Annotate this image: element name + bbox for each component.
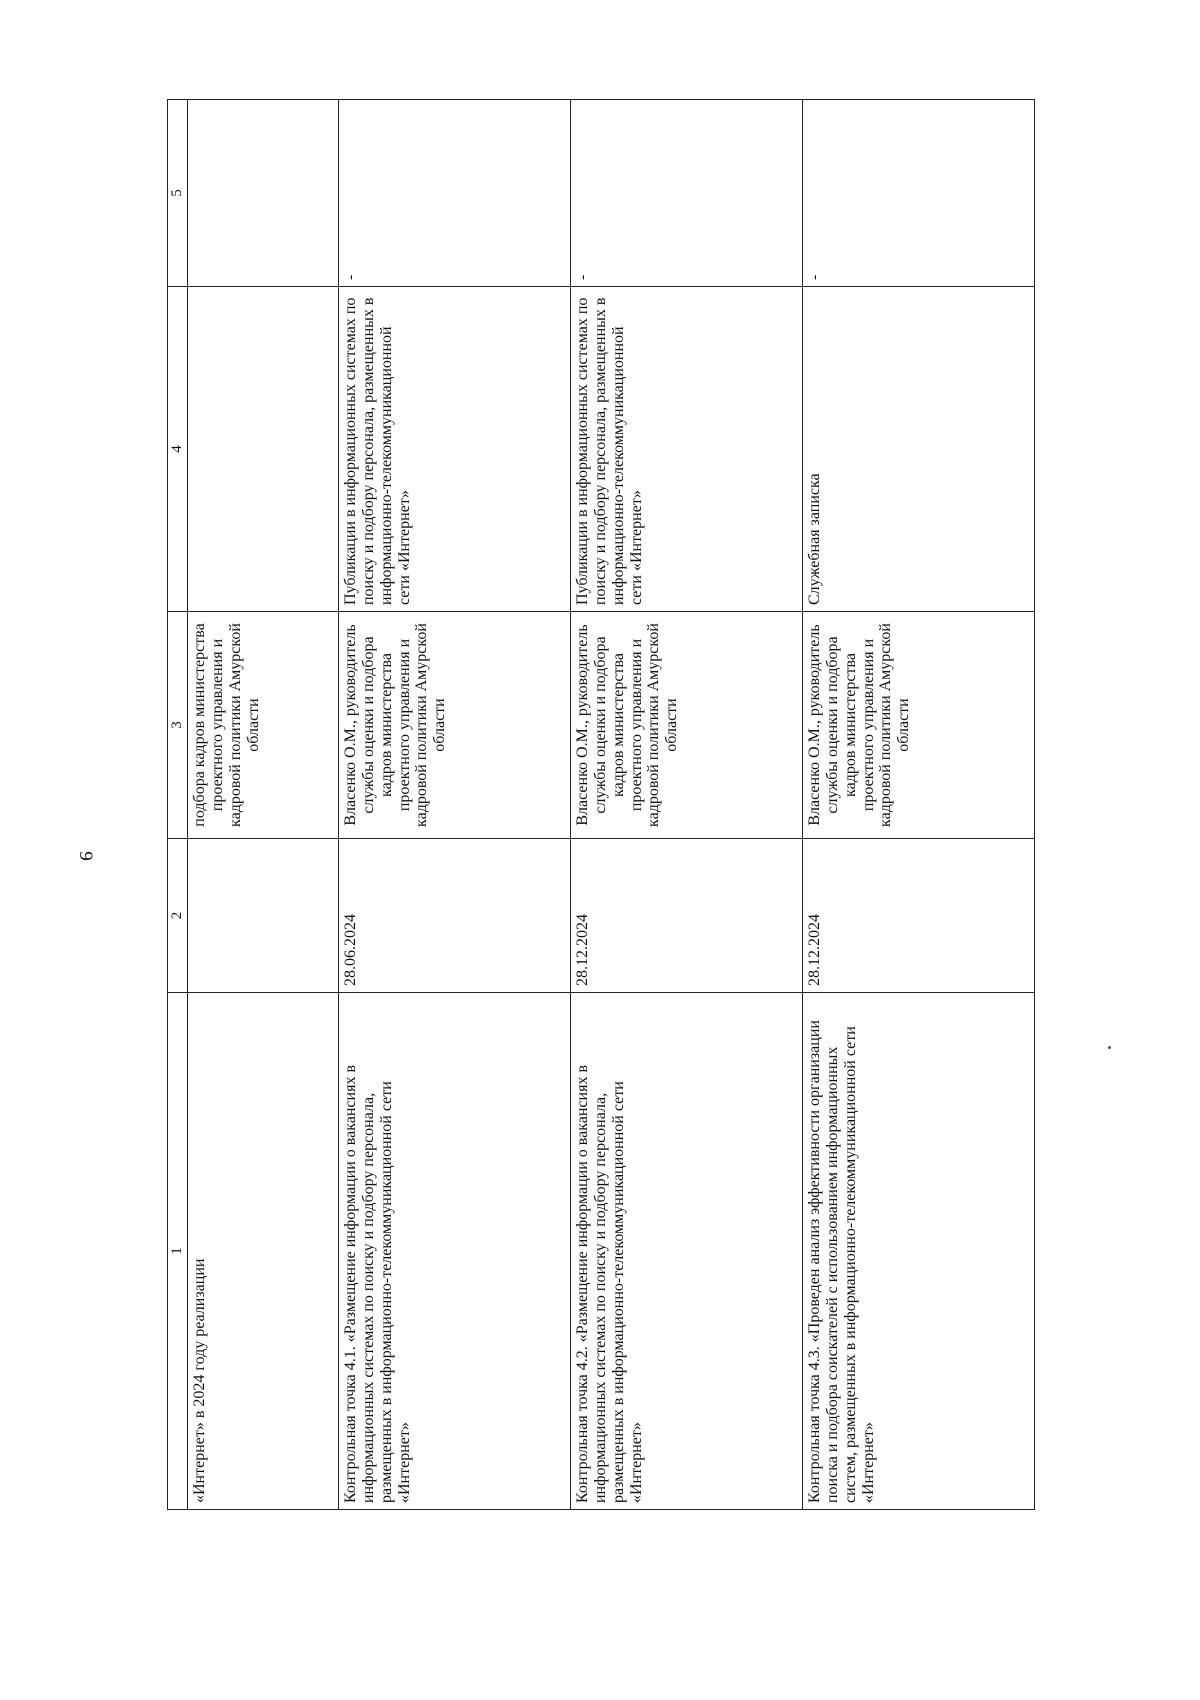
- responsible-cell: Власенко О.М., руководитель службы оценки и подбора кадров министерства проектного управления и кадровой политики Амурской области: [338, 612, 570, 839]
- note-cell: -: [338, 100, 570, 287]
- description-cell: «Интернет» в 2024 году реализации: [187, 993, 338, 1510]
- header-col-3: 3: [168, 612, 188, 839]
- note-cell: -: [802, 100, 1034, 287]
- responsible-cell: подбора кадров министерства проектного управления и кадровой политики Амурской области: [187, 612, 338, 839]
- header-col-1: 1: [168, 993, 188, 1510]
- header-col-4: 4: [168, 287, 188, 612]
- result-cell: [187, 287, 338, 612]
- header-row: [168, 100, 188, 1510]
- result-cell: Публикации в информационных системах по поиску и подбору персонала, размещенных в информационно-телекоммуникационной сети «Интернет»: [338, 287, 570, 612]
- deadline-cell: 28.12.2024: [802, 839, 1034, 993]
- table-row: [338, 100, 570, 1510]
- page-number: 9: [74, 851, 96, 861]
- deadline-cell: 28.06.2024: [338, 839, 570, 993]
- deadline-cell: 28.12.2024: [570, 839, 802, 993]
- table-row: [802, 100, 1034, 1510]
- description-cell: Контрольная точка 4.3. «Проведен анализ эффективности организации поиска и подбора соискателей с использованием информационных систем, размещенных в информационно-телекоммуникационной сети «Интернет»: [802, 993, 1034, 1510]
- scan-speck: [1108, 1046, 1111, 1049]
- note-cell: [187, 100, 338, 287]
- responsible-cell: Власенко О.М., руководитель службы оценки и подбора кадров министерства проектного управления и кадровой политики Амурской области: [570, 612, 802, 839]
- header-col-5: 5: [168, 100, 188, 287]
- header-col-2: 2: [168, 839, 188, 993]
- rotated-table-wrapper: [167, 100, 1047, 1510]
- control-points-table: [167, 99, 1035, 1510]
- note-cell: -: [570, 100, 802, 287]
- result-cell: Публикации в информационных системах по поиску и подбору персонала, размещенных в информационно-телекоммуникационной сети «Интернет»: [570, 287, 802, 612]
- responsible-cell: Власенко О.М., руководитель службы оценки и подбора кадров министерства проектного управления и кадровой политики Амурской области: [802, 612, 1034, 839]
- table-row: [570, 100, 802, 1510]
- description-cell: Контрольная точка 4.2. «Размещение информации о вакансиях в информационных системах по поиску и подбору персонала, размещенных в информационно-телекоммуникационной сети «Интернет»: [570, 993, 802, 1510]
- result-cell: Служебная записка: [802, 287, 1034, 612]
- deadline-cell: [187, 839, 338, 993]
- description-cell: Контрольная точка 4.1. «Размещение информации о вакансиях в информационных системах по поиску и подбору персонала, размещенных в информационно-телекоммуникационной сети «Интернет»: [338, 993, 570, 1510]
- table-row: [187, 100, 338, 1510]
